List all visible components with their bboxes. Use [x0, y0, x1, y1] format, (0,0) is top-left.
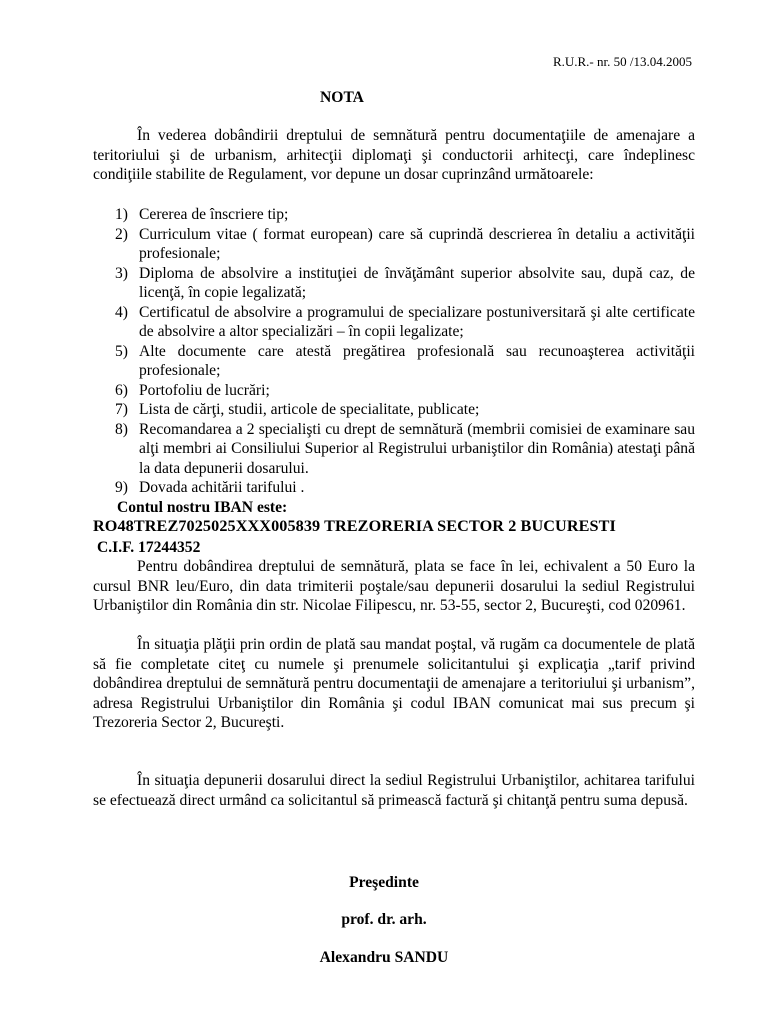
iban-line: RO48TREZ7025025XXX005839 TREZORERIA SECTOR 2 BUCURESTI: [93, 517, 616, 535]
list-item-text: Recomandarea a 2 specialişti cu drept de semnătură (membrii comisiei de examinare sau alţi membri ai Consiliului Superior al Registrului urbaniştilor din România) atestaţi până la data depunerii dosarului.: [139, 420, 695, 477]
list-item-text: Cererea de înscriere tip;: [139, 206, 289, 223]
list-item-number: 7): [115, 401, 128, 418]
list-item: [93, 381, 695, 401]
list-item-number: 9): [115, 479, 128, 496]
account-label: Contul nostru IBAN este:: [117, 499, 288, 516]
list-item-text: Certificatul de absolvire a programului de specializare postuniversitară şi alte certificate de absolvire a altor specializări – în copii legalizate;: [139, 303, 695, 340]
list-item: [93, 420, 695, 479]
cif-number: C.I.F. 17244352: [97, 539, 201, 556]
list-item-number: 3): [115, 264, 128, 282]
payment-order-paragraph: În situaţia plăţii prin ordin de plată sau mandat poştal, vă rugăm ca documentele de plată să fie completate citeţ cu numele şi prenumele solicitantului şi explicaţia „tarif privind dobândirea dreptului de semnătură pentru documentaţii de amenajare a teritoriului şi urbanism”, adresa Registrului Urbaniştilor din România şi codul IBAN comunicat mai sus precum şi Trezoreria Sector 2, Bucureşti.: [93, 636, 695, 731]
list-item: [93, 342, 695, 381]
signature-name: Alexandru SANDU: [319, 949, 449, 966]
signature-role: Preşedinte: [349, 874, 419, 891]
list-item-text: Curriculum vitae ( format european) care să cuprindă descrierea în detaliu a activităţii profesionale;: [139, 225, 695, 262]
list-item-text: Portofoliu de lucrări;: [139, 381, 270, 399]
list-item: [93, 264, 695, 303]
payment-paragraph: Pentru dobândirea dreptului de semnătură, plata se face în lei, echivalent a 50 Euro la cursul BNR leu/Euro, din data trimiterii poştale/sau depunerii dosarului la sediul Registrului Urbaniştilor din România din str. Nicolae Filipescu, nr. 53-55, sector 2, Bucureşti, cod 020961.: [93, 558, 695, 614]
list-item-number: 4): [115, 303, 128, 321]
intro-paragraph: În vederea dobândirii dreptului de semnătură pentru documentaţiile de amenajare a teritoriului şi de urbanism, arhitecţii diplomaţi şi conductorii arhitecţi, care îndeplinesc condiţiile stabilite de Regulament, vor depune un dosar cuprinzând următoarele:: [93, 127, 695, 183]
list-item-number: 2): [115, 225, 128, 243]
requirements-list: [93, 205, 695, 498]
list-item-text: Diploma de absolvire a instituţiei de învăţământ superior absolvite sau, după caz, de licenţă, în copie legalizată;: [139, 264, 695, 301]
document-title-text: NOTA: [320, 89, 364, 106]
reference-number: R.U.R.- nr. 50 /13.04.2005: [552, 54, 692, 69]
list-item: [93, 400, 695, 420]
document-title: [0, 88, 700, 108]
list-item-number: 8): [115, 420, 128, 438]
list-item: [93, 478, 695, 498]
list-item: [93, 225, 695, 264]
list-item-text: Alte documente care atestă pregătirea profesională sau recunoaşterea activităţii profesionale;: [139, 342, 695, 379]
list-item-number: 5): [115, 342, 128, 360]
list-item-number: 6): [115, 381, 128, 399]
list-item-text: Lista de cărţi, studii, articole de specialitate, publicate;: [139, 401, 480, 418]
list-item: [93, 205, 695, 225]
list-item-text: Dovada achitării tarifului .: [139, 479, 305, 496]
direct-submission-paragraph: În situaţia depunerii dosarului direct la sediul Registrului Urbaniştilor, achitarea tarifului se efectuează direct urmând ca solicitantul să primească factură şi chitanţă pentru suma depusă.: [93, 772, 695, 809]
signature-title: prof. dr. arh.: [341, 911, 427, 928]
list-item: [93, 303, 695, 342]
list-item-number: 1): [115, 206, 128, 223]
